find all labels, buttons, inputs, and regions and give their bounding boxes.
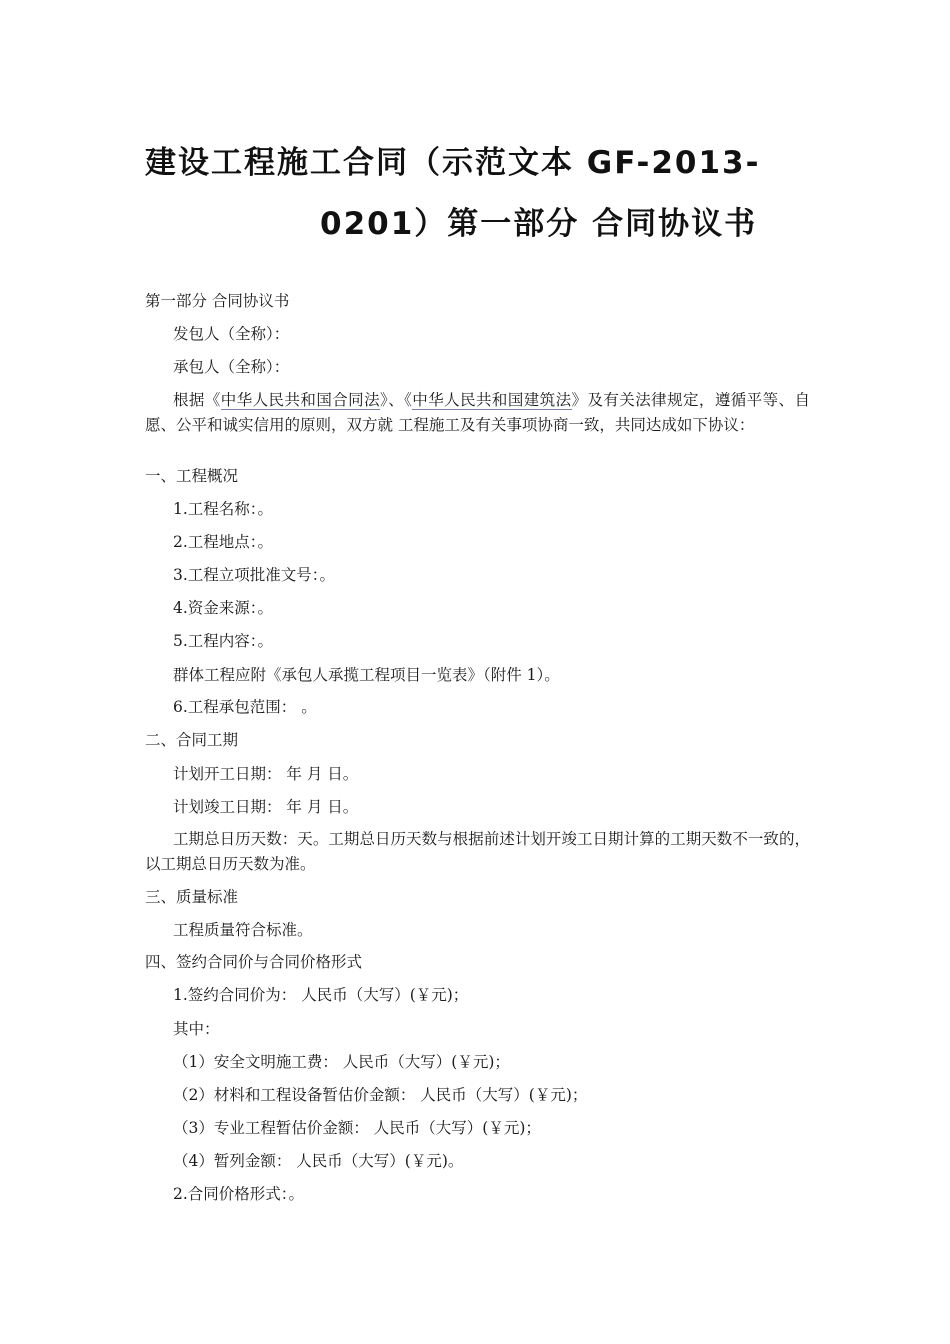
project-location-item: 2.工程地点：。 <box>173 533 274 551</box>
planned-finish-date: 计划竣工日期： 年 月 日。 <box>173 798 359 816</box>
price-form-item: 2.合同价格形式：。 <box>173 1185 305 1203</box>
total-calendar-days-paragraph: 工期总日历天数：天。工期总日历天数与根据前述计划开竣工日期计算的工期天数不一致的，以工期总日历天数为准。 <box>145 830 810 873</box>
document-title-line-2: 0201）第一部分 合同协议书 <box>320 206 758 242</box>
project-content-item: 5.工程内容：。 <box>173 632 274 650</box>
specialty-provisional-item: （3）专业工程暂估价金额： 人民币（大写）(￥元)； <box>173 1119 541 1137</box>
project-name-item: 1.工程名称：。 <box>173 500 274 518</box>
employer-line: 发包人（全称）： <box>173 325 290 343</box>
construction-law-link[interactable]: 中华人民共和国建筑法 <box>412 391 572 409</box>
document-title-line-1: 建设工程施工合同（示范文本 GF-2013- <box>145 145 761 181</box>
approval-number-item: 3.工程立项批准文号：。 <box>173 566 336 584</box>
intro-suffix: 》及有关法律规定，遵循平等、自愿、公平和诚实信用的原则，双方就 工程施工及有关事项协商一致，共同达成如下协议： <box>145 391 810 434</box>
fund-source-item: 4.资金来源：。 <box>173 599 274 617</box>
safety-fee-item: （1）安全文明施工费： 人民币（大写）(￥元)； <box>173 1053 510 1071</box>
intro-prefix: 根据《 <box>173 391 221 409</box>
section-4-heading: 四、签约合同价与合同价格形式 <box>145 953 363 971</box>
among-which-label: 其中： <box>173 1020 220 1038</box>
contractor-line: 承包人（全称）： <box>173 358 290 376</box>
material-provisional-item: （2）材料和工程设备暂估价金额： 人民币（大写）(￥元)； <box>173 1086 588 1104</box>
contract-price-item: 1.签约合同价为： 人民币（大写）(￥元)； <box>173 986 469 1004</box>
planned-start-date: 计划开工日期： 年 月 日。 <box>173 765 359 783</box>
quality-standard-text: 工程质量符合标准。 <box>173 921 313 939</box>
contract-scope-item: 6.工程承包范围： 。 <box>173 698 317 716</box>
group-project-note: 群体工程应附《承包人承揽工程项目一览表》（附件 1）。 <box>173 666 560 684</box>
intro-paragraph <box>145 388 810 438</box>
section-2-heading: 二、合同工期 <box>145 731 239 749</box>
contract-law-link[interactable]: 中华人民共和国合同法 <box>220 391 381 409</box>
part-heading: 第一部分 合同协议书 <box>145 292 290 310</box>
provisional-sum-item: （4）暂列金额： 人民币（大写）(￥元)。 <box>173 1152 464 1170</box>
intro-mid: 》、《 <box>380 391 413 409</box>
section-1-heading: 一、工程概况 <box>145 467 239 485</box>
section-3-heading: 三、质量标准 <box>145 888 239 906</box>
